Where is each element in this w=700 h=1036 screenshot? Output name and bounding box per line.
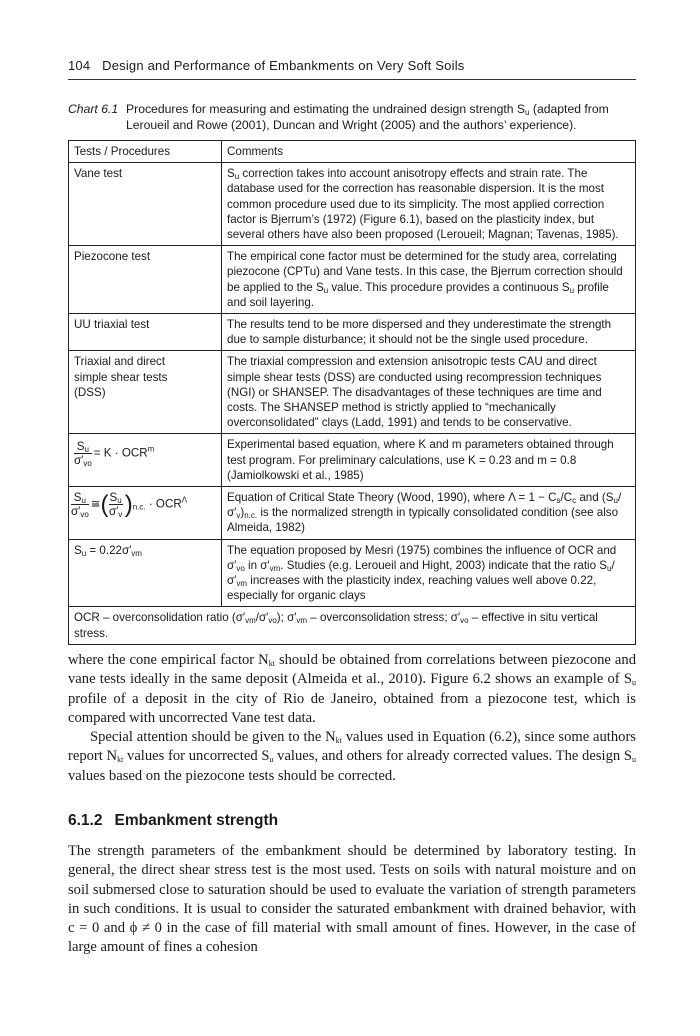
text-run: σ′ [71, 505, 81, 519]
subscript: u [632, 678, 636, 688]
text-run: S [109, 491, 118, 505]
text-run: = 0.22σ′ [86, 543, 132, 557]
text-run: S [227, 167, 235, 181]
subscript: vo [268, 616, 277, 626]
text-run: profile and soil layering. [227, 280, 609, 309]
text-run [71, 505, 89, 518]
subscript: vm [131, 548, 142, 558]
subscript: u [84, 445, 89, 455]
text-run: ) [240, 506, 245, 520]
text-run: ≅ [90, 497, 101, 511]
running-head [68, 58, 636, 73]
text-run: The empirical cone factor must be determined for the study area, correlating piezocone (CPTu) and Vane tests. In this case, the Bjerrum correction should be applied to the S [227, 250, 623, 294]
text-run [74, 440, 92, 454]
text-run: correction takes into account anisotropy effects and strain rate. The database used for the correction has reasonable dispersion. It is the most common procedure used due to its simplicity. The most applied correction factor is Bjerrum’s (1972) (Figure 6.1), based on the plasticity index, but several others have also been proposed (Leroueil; Magnan; Tavenas, 1985). [227, 167, 619, 242]
text-run: Special attention should be given to the N [90, 729, 336, 746]
text-run: = K · OCR [93, 447, 148, 461]
test-name: Vane test [69, 163, 222, 246]
caption-text: Leroueil and Rowe (2001), Duncan and Wright (2005) and the authors’ experience). [126, 118, 577, 132]
text-run: σ′ [108, 505, 119, 519]
text-run: ); σ′ [276, 611, 297, 625]
text-run [74, 454, 92, 467]
test-name: UU triaxial test [69, 314, 222, 351]
text-run [109, 491, 123, 505]
text-run: S [76, 440, 85, 454]
subscript: vm [245, 616, 256, 626]
subscript: n.c. [132, 502, 146, 512]
text-run: values used in Equation (6.2), since some authors report N [68, 729, 636, 765]
subscript: vo [80, 510, 89, 520]
text-run: ( [100, 490, 109, 518]
caption-label: Chart 6.1 [68, 102, 119, 116]
table-row [69, 351, 636, 434]
caption-text: (adapted from [529, 102, 609, 116]
text-run: · OCR [148, 497, 182, 511]
text-run [109, 491, 123, 518]
table-header-row [69, 141, 636, 163]
subscript: u [81, 548, 87, 558]
text-run: values, and others for already corrected values. The design S [273, 748, 632, 765]
subscript: vm [296, 616, 308, 626]
text-run: – overconsolidation stress; σ′ [307, 611, 461, 625]
text-run: profile of a deposit in the city of Rio de Janeiro, obtained from a piezocone test, which is compared with uncorrected Vane test data. [68, 690, 636, 726]
subscript: vm [236, 579, 248, 589]
text-run: values based on the piezocone tests should be corrected. [68, 767, 396, 784]
subscript: s [556, 496, 561, 506]
text-run [71, 491, 89, 505]
subscript: n.c. [244, 511, 258, 521]
subscript: kt [268, 659, 275, 668]
paragraph: The strength parameters of the embankment should be determined by laboratory testing. In general, the direct shear stress test is the most used. Tests on soils with natural moisture and on soil submersed close to saturation should be used to evaluate the variation of strength parameters in such conditions. It is usual to consider the saturated embankment with drained behavior, with c = 0 and ϕ ≠ 0 in the case of fill material with small amount of fines. However, in the case of large amount of fines a cohesion [68, 843, 636, 956]
comment [222, 539, 636, 607]
superscript: m [147, 445, 155, 455]
comment: Experimental based equation, where K and m parameters obtained through test program. For preliminary calculations, use K = 0.23 and m = 0.8 (Jamiolkowski et al., 1985) [222, 434, 636, 487]
table-row [69, 314, 636, 351]
column-header: Tests / Procedures [69, 141, 222, 163]
text-run: S [74, 543, 82, 557]
text-run: . Studies (e.g. Leroueil and Hight, 2003) indicate that the ratio S [280, 558, 608, 572]
subscript: c [572, 496, 577, 506]
text-run: /C [560, 491, 573, 505]
text-run: /σ′ [227, 491, 622, 520]
subscript: vo [460, 616, 469, 626]
table-footnote [69, 607, 636, 644]
comment [222, 163, 636, 246]
paragraph [68, 728, 636, 786]
subscript: vo [83, 459, 92, 469]
page-number: 104 [68, 58, 91, 73]
text-run: – effective in situ vertical stress. [74, 611, 598, 640]
subscript: u [269, 755, 274, 765]
chart-caption [68, 101, 640, 133]
test-name: Triaxial and direct simple shear tests (DSS) [69, 351, 222, 434]
table-row [69, 487, 636, 540]
subscript: u [81, 496, 86, 506]
text-run [109, 505, 123, 518]
comment: The triaxial compression and extension anisotropic tests CAU and direct simple shear tests (DSS) are conducted using recompression techniques (NGI) or SHANSEP. The disadvantages of these techniques are time and costs. The SHANSEP method is strictly applied to “mechanically overconsolidated” clays (Ladd, 1991) and tends to be conservative. [222, 351, 636, 434]
text-run: should be obtained from correlations between piezocone and vane tests ideally in the same deposit (Almeida et al., 2010). Figure 6.2 shows an example of S [68, 652, 636, 688]
subscript: u [632, 755, 636, 765]
text-run: and (S [576, 491, 614, 505]
table-row [69, 434, 636, 487]
text-run: OCR – overconsolidation ratio (σ′ [74, 611, 246, 625]
section-title: Embankment strength [114, 812, 279, 829]
table-row [69, 246, 636, 314]
formula [69, 487, 222, 540]
caption-text: Procedures for measuring and estimating the undrained design strength S [126, 102, 526, 116]
column-header: Comments [222, 141, 636, 163]
body-text [68, 651, 636, 786]
subscript: u [569, 285, 575, 295]
procedures-table [68, 140, 636, 645]
formula [69, 434, 222, 487]
text-run [74, 440, 92, 467]
text-run: in σ′ [244, 558, 270, 572]
subscript: vm [269, 563, 281, 573]
table-footnote-row [69, 607, 636, 644]
body-text [68, 842, 636, 958]
paragraph [68, 651, 636, 728]
subscript: u [117, 496, 122, 506]
superscript: Λ [181, 495, 188, 505]
subscript: v [118, 510, 123, 520]
formula [69, 539, 222, 607]
subscript: kt [335, 736, 342, 746]
text-run: S [73, 491, 82, 505]
text-run: ) [124, 490, 133, 518]
subscript: vo [236, 563, 245, 573]
text-run: value. This procedure provides a continuous S [328, 280, 570, 294]
comment: The results tend to be more dispersed and they underestimate the strength due to sample disturbance; it should not be the single used procedure. [222, 314, 636, 351]
text-run: values for uncorrected S [123, 748, 270, 765]
subscript: u [613, 496, 618, 506]
text-run: where the cone empirical factor N [68, 652, 269, 668]
text-run: σ′ [74, 454, 84, 468]
text-run: /σ′ [227, 558, 615, 588]
test-name: Piezocone test [69, 246, 222, 314]
header-rule [68, 79, 636, 80]
text-run: Equation of Critical State Theory (Wood, 1990), where Λ = 1 − C [227, 491, 557, 505]
subscript: kt [117, 755, 124, 765]
comment [222, 487, 636, 540]
text-run: The equation proposed by Mesri (1975) combines the influence of OCR and σ′ [227, 543, 617, 572]
subscript: u [234, 172, 240, 182]
subscript: u [323, 285, 329, 295]
book-title: Design and Performance of Embankments on Very Soft Soils [102, 58, 465, 73]
table-row [69, 539, 636, 607]
text-run: increases with the plasticity index, reaching values well above 0.22, especially for organic clays [227, 574, 597, 603]
text-run: is the normalized strength in typically consolidated condition (see also Almeida, 1982) [227, 506, 619, 535]
text-run [71, 491, 89, 518]
subscript: u [525, 108, 530, 117]
table-row [69, 163, 636, 246]
section-heading [68, 812, 278, 830]
subscript: v [236, 511, 241, 521]
text-run: /σ′ [255, 611, 269, 625]
section-number: 6.1.2 [68, 812, 103, 829]
subscript: u [607, 563, 612, 573]
comment [222, 246, 636, 314]
